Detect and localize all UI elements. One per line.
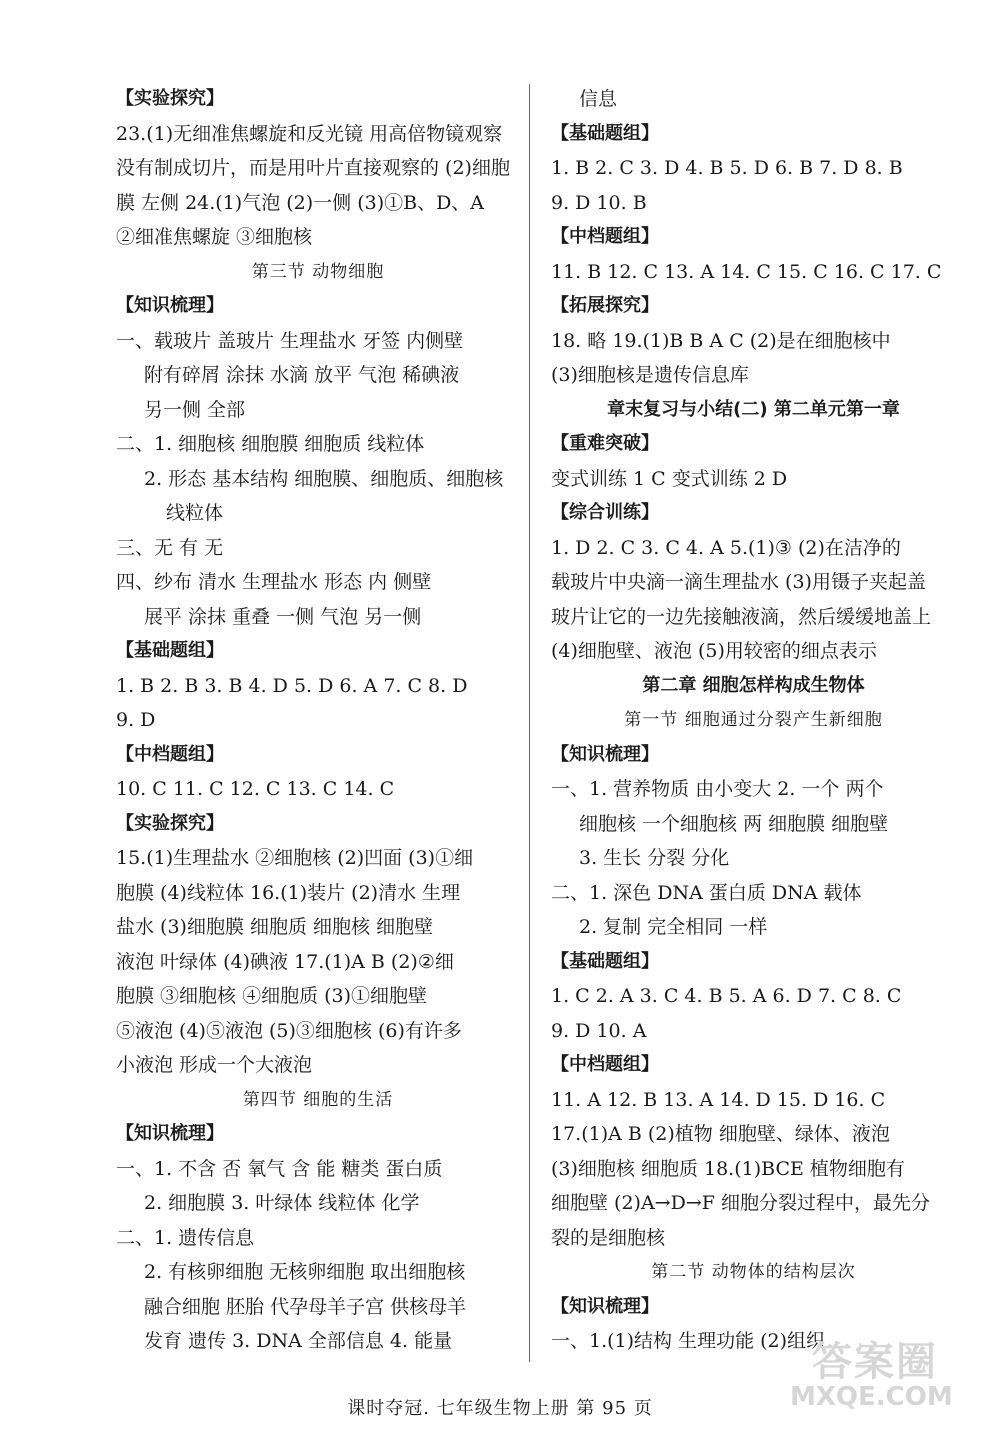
section-heading: 【中档题组】: [551, 1054, 659, 1075]
section-heading: 【综合训练】: [551, 502, 659, 523]
text-line: 一、载玻片 盖玻片 生理盐水 牙签 内侧壁: [116, 329, 464, 352]
text-line: 膜 左侧 24.(1)气泡 (2)一侧 (3)①B、D、A: [116, 191, 485, 214]
text-line: ⑤液泡 (4)⑤液泡 (5)③细胞核 (6)有许多: [116, 1019, 462, 1042]
section-heading: 【知识梳理】: [551, 743, 659, 765]
text-line: 1. B 2. C 3. D 4. B 5. D 6. B 7. D 8. B: [551, 157, 903, 179]
section-heading: 【实验探究】: [116, 88, 224, 109]
text-line: 17.(1)A B (2)植物 细胞壁、绿体、液泡: [551, 1123, 890, 1145]
text-line: 二、1. 深色 DNA 蛋白质 DNA 载体: [551, 881, 862, 904]
text-line: (4)细胞壁、液泡 (5)用较密的细点表示: [551, 640, 877, 662]
text-line: 二、1. 遗传信息: [116, 1226, 255, 1249]
section-heading: 章末复习与小结(二) 第二单元第一章: [607, 398, 900, 420]
text-line: 没有制成切片，而是用叶片直接观察的 (2)细胞: [116, 157, 510, 179]
text-line: 1. D 2. C 3. C 4. A 5.(1)③ (2)在洁净的: [551, 536, 901, 559]
text-line: (3)细胞核 细胞质 18.(1)BCE 植物细胞有: [551, 1157, 905, 1180]
text-line: 发育 遗传 3. DNA 全部信息 4. 能量: [144, 1330, 453, 1352]
text-line: 1. B 2. B 3. B 4. D 5. D 6. A 7. C 8. D: [116, 674, 468, 697]
section-heading: 【中档题组】: [551, 226, 659, 247]
text-line: 线粒体: [166, 502, 224, 524]
text-line: 2. 形态 基本结构 细胞膜、细胞质、细胞核: [144, 467, 504, 490]
text-line: 信息: [579, 88, 618, 110]
text-line: 9. D: [116, 709, 156, 731]
section-heading: 【中档题组】: [116, 743, 224, 765]
text-line: 四、纱布 清水 生理盐水 形态 内 侧壁: [116, 571, 432, 593]
text-line: 胞膜 ③细胞核 ④细胞质 (3)①细胞壁: [116, 985, 428, 1007]
section-heading: 【基础题组】: [116, 640, 224, 661]
section-heading: 【知识梳理】: [116, 295, 224, 316]
text-line: 细胞壁 (2)A→D→F 细胞分裂过程中，最先分: [551, 1192, 930, 1214]
section-heading: 【拓展探究】: [551, 295, 659, 316]
text-line: 一、1. 营养物质 由小变大 2. 一个 两个: [551, 778, 884, 800]
text-line: 玻片让它的一边先接触液滴，然后缓缓地盖上: [551, 605, 932, 628]
text-line: 变式训练 1 C 变式训练 2 D: [551, 467, 788, 490]
text-line: 2. 细胞膜 3. 叶绿体 线粒体 化学: [144, 1192, 420, 1214]
text-line: 裂的是细胞核: [551, 1226, 666, 1249]
text-line: 胞膜 (4)线粒体 16.(1)装片 (2)清水 生理: [116, 881, 461, 904]
text-line: 展平 涂抹 重叠 一侧 气泡 另一侧: [144, 605, 422, 628]
text-line: ②细准焦螺旋 ③细胞核: [116, 226, 313, 248]
text-line: 11. A 12. B 13. A 14. D 15. D 16. C: [551, 1088, 886, 1111]
text-line: 盐水 (3)细胞膜 细胞质 细胞核 细胞壁: [116, 916, 434, 938]
section-heading: 【实验探究】: [116, 812, 224, 834]
text-line: 载玻片中央滴一滴生理盐水 (3)用镊子夹起盖: [551, 571, 926, 593]
section-heading: 【重难突破】: [551, 433, 659, 454]
column-divider: [529, 84, 530, 1362]
text-line: 一、1. 不含 否 氧气 含 能 糖类 蛋白质: [116, 1157, 443, 1180]
watermark-url: MXQE.COM: [790, 1382, 953, 1412]
text-line: 18. 略 19.(1)B B A C (2)是在细胞核中: [551, 329, 891, 352]
left-column: [116, 82, 520, 1359]
text-line: 附有碎屑 涂抹 水滴 放平 气泡 稀碘液: [144, 364, 460, 386]
text-line: 10. C 11. C 12. C 13. C 14. C: [116, 778, 395, 800]
text-line: 1. C 2. A 3. C 4. B 5. A 6. D 7. C 8. C: [551, 985, 902, 1007]
text-line: 另一侧 全部: [144, 398, 246, 421]
watermark-text: 答案圈: [812, 1339, 938, 1385]
text-line: 9. D 10. A: [551, 1019, 647, 1042]
section-heading: 第二章 细胞怎样构成生物体: [642, 674, 865, 696]
text-line: 2. 复制 完全相同 一样: [579, 916, 768, 938]
section-heading: 【基础题组】: [551, 950, 659, 972]
text-line: 15.(1)生理盐水 ②细胞核 (2)凹面 (3)①细: [116, 847, 474, 869]
text-line: 小液泡 形成一个大液泡: [116, 1054, 313, 1076]
right-column: [551, 82, 956, 1359]
section-heading: 第一节 细胞通过分裂产生新细胞: [624, 710, 883, 730]
text-line: 融合细胞 胚胎 代孕母羊子宫 供核母羊: [144, 1295, 467, 1318]
text-line: 一、1.(1)结构 生理功能 (2)组织: [551, 1330, 826, 1352]
watermark-logo: [772, 1330, 972, 1422]
page-footer: 课时夺冠. 七年级生物上册 第 95 页: [347, 1398, 653, 1419]
section-heading: 【知识梳理】: [551, 1295, 659, 1317]
section-heading: 第四节 细胞的生活: [242, 1089, 394, 1110]
text-line: 3. 生长 分裂 分化: [579, 847, 730, 869]
section-heading: 【基础题组】: [551, 122, 659, 144]
text-line: (3)细胞核是遗传信息库: [551, 364, 749, 386]
section-heading: 第三节 动物细胞: [251, 261, 385, 282]
text-line: 细胞核 一个细胞核 两 细胞膜 细胞壁: [579, 812, 889, 835]
text-line: 三、无 有 无: [116, 536, 224, 559]
text-line: 2. 有核卵细胞 无核卵细胞 取出细胞核: [144, 1261, 466, 1283]
section-heading: 【知识梳理】: [116, 1123, 224, 1144]
section-heading: 第二节 动物体的结构层次: [651, 1262, 856, 1282]
text-line: 23.(1)无细准焦螺旋和反光镜 用高倍物镜观察: [116, 122, 503, 145]
text-line: 二、1. 细胞核 细胞膜 细胞质 线粒体: [116, 433, 425, 455]
text-line: 11. B 12. C 13. A 14. C 15. C 16. C 17. C: [551, 260, 942, 283]
text-line: 液泡 叶绿体 (4)碘液 17.(1)A B (2)②细: [116, 950, 454, 973]
text-line: 9. D 10. B: [551, 191, 647, 214]
